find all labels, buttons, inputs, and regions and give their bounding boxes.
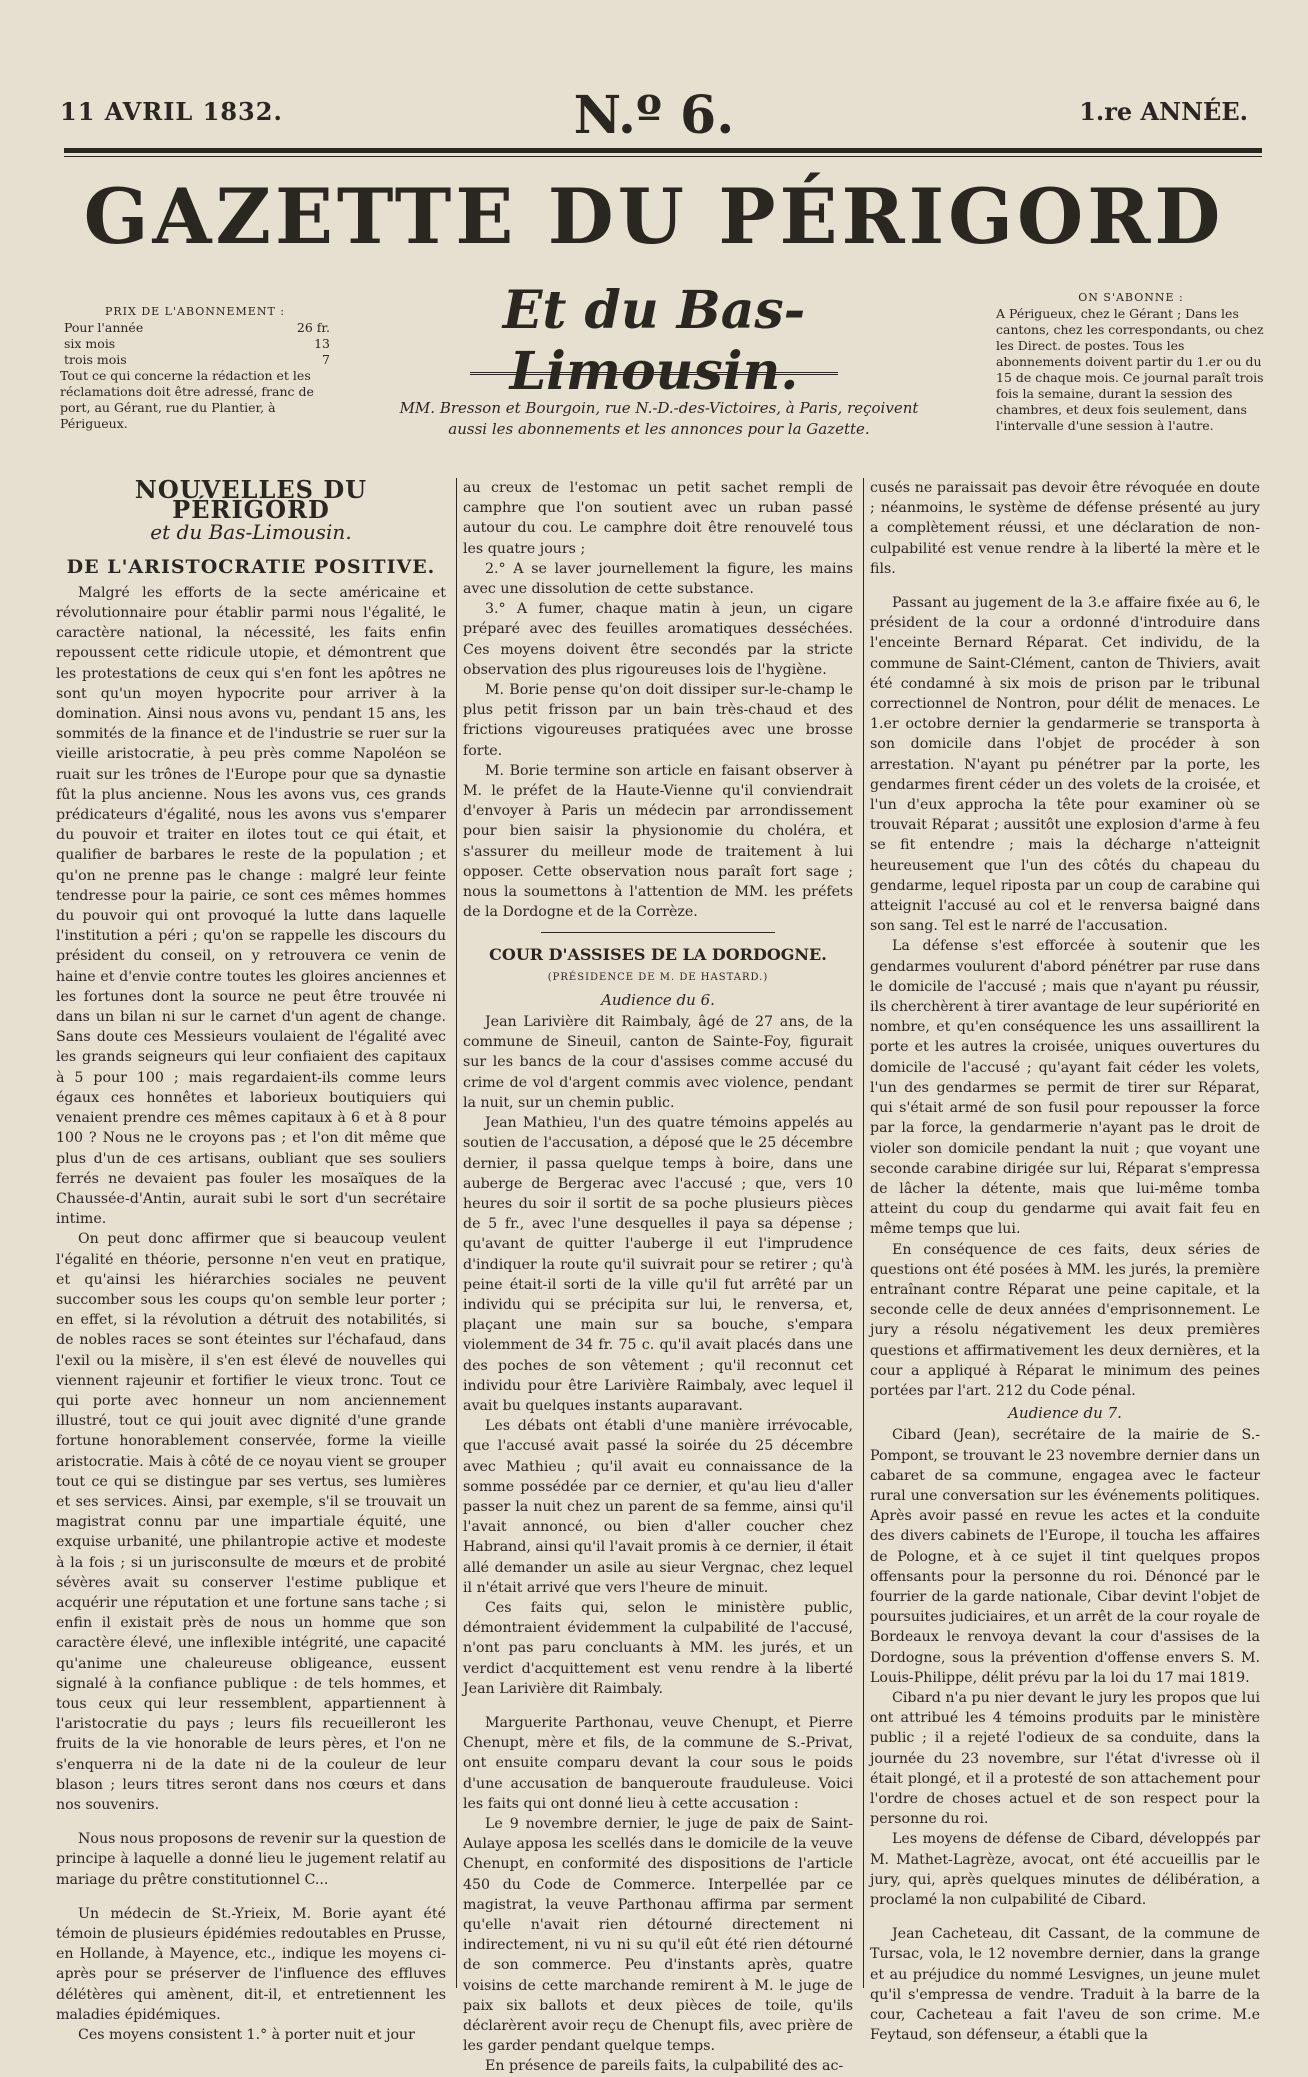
places-text: A Périgueux, chez le Gérant ; Dans les cantons, chez les correspondants, ou chez les Direct. de postes. Tous les abonnements doivent partir du 1.er ou du 15 de chaque mois. Ce journal paraît trois fois la semaine, durant la session des chambres, et deux fois seulement, dans l'intervalle d'une session à l'autre. xyxy=(996,306,1264,433)
issue-date: 11 AVRIL 1832. xyxy=(60,97,283,126)
paragraph: M. Borie pense qu'on doit dissiper sur-le-champ le plus petit frisson par un bain très-chaud et des frictions vigoureuses pratiquées avec une brosse forte. xyxy=(463,682,853,759)
issue-year: 1.re ANNÉE. xyxy=(1079,97,1248,126)
paragraph: 3.° A fumer, chaque matin à jeun, un cigare préparé avec des feuilles aromatiques desséchées. Ces moyens doivent être secondés par la stricte observation des plus rigoureuses lois de l'hygiène. xyxy=(463,601,853,678)
subscription-prices xyxy=(60,304,330,432)
price-value: 13 xyxy=(314,336,330,351)
masthead-rule-thin xyxy=(64,156,1262,157)
paragraph: Ces faits qui, selon le ministère public, démontraient évidemment la culpabilité de l'accusé, n'ont pas paru concluants à MM. les jurés, et un verdict d'acquittement est venu rendre à la liberté Jean Larivière dit Raimbaly. xyxy=(463,1599,853,1697)
paragraph: au creux de l'estomac un petit sachet rempli de camphre que l'on soutient avec un ruban passé autour du cou. Le camphre doit être renouvelé tous les quatre jours ; xyxy=(463,480,853,557)
paragraph: Un médecin de St.-Yrieix, M. Borie ayant été témoin de plusieurs épidémies redoutables en Prusse, en Hollande, à Mayence, etc., indique les moyens ci-après pour se préserver de l'influence des effluves délétères qui amènent, dit-il, et entretiennent les maladies épidémiques. xyxy=(56,1905,446,2023)
paragraph: La défense s'est efforcée à soutenir que les gendarmes voulurent d'abord pénétrer par ruse dans le domicile de l'accusé ; mais que n'ayant pu réussir, ils cherchèrent à tirer avantage de leur supériorité en nombre, et qu'en conséquence les uns assaillirent la porte et les autres la croisée, uniques ouvertures du domicile de l'accusé ; qu'ayant fait céder les volets, l'un des gendarmes se permit de tirer sur Réparat, qui s'était armé de son fusil pour repousser la force par la force, la gendarmerie n'ayant pas le droit de violer son domicile pendant la nuit ; que voyant une seconde carabine dirigée sur lui, Réparat s'empressa de lâcher la détente, mais que lui-même tomba atteint du coup du gendarme qui avait fait feu en même temps que lui. xyxy=(870,938,1260,1238)
paragraph: En conséquence de ces faits, deux séries de questions ont été posées à MM. les jurés, la première entraînant contre Réparat une peine capitale, et la seconde celle de deux années d'emprisonnement. Le jury a résolu négativement les deux premières questions et affirmativement les deux dernières, et la cour a appliqué à Réparat le minimum des peines portées par l'art. 212 du Code pénal. xyxy=(870,1241,1260,1399)
court-title: COUR D'ASSISES DE LA DORDOGNE. xyxy=(489,945,827,965)
newspaper-title: GAZETTE DU PÉRIGORD xyxy=(83,172,1225,261)
price-row xyxy=(60,320,330,336)
audience-heading: Audience du 7. xyxy=(1008,1404,1122,1423)
paragraph: Les débats ont établi d'une manière irrévocable, que l'accusé avait passé la soirée du 25 décembre avec Mathieu ; qu'il avait eu connaissance de la somme possédée par ce dernier, et qu'au lieu d'aller passer la nuit chez un parent de sa femme, ainsi qu'il l'avait annoncé, ou bien d'aller coucher chez Habrand, ainsi qu'il l'avait promis à ce dernier, il était allé demander un asile au sieur Vergnac, chez lequel il n'était arrivé que vers l'heure de minuit. xyxy=(463,1418,853,1596)
paragraph: 2.° A se laver journellement la figure, les mains avec une dissolution de cette substance. xyxy=(463,560,853,598)
article-separator xyxy=(541,932,775,933)
prices-heading: PRIX DE L'ABONNEMENT : xyxy=(104,305,286,318)
court-presidency: (PRÉSIDENCE DE M. DE HASTARD.) xyxy=(547,971,769,983)
price-value: 26 fr. xyxy=(296,320,330,335)
paragraph: M. Borie termine son article en faisant observer à M. le préfet de la Haute-Vienne qu'il conviendrait d'envoyer à Paris un médecin par arrondissement pour bien saisir la physionomie du choléra, et s'assurer du meilleur mode de traitement à lui opposer. Cette observation nous paraît fort sage ; nous la soumettons à l'attention de MM. les préfets de la Dordogne et de la Corrèze. xyxy=(463,762,853,921)
section-subtitle: et du Bas-Limousin. xyxy=(150,520,352,545)
price-row xyxy=(60,352,330,368)
article-columns xyxy=(56,475,1264,2075)
paragraph: On peut donc affirmer que si beaucoup veulent l'égalité en théorie, personne n'en veut en pratique, et qu'ainsi les hiérarchies sociales ne peuvent succomber sous les coups qu'on semble leur porter ; en effet, si la révolution a détruit des notabilités, si de nobles races se sont éteintes sur l'échafaud, dans l'exil ou la misère, il s'en est élevé de nouvelles qui viennent rajeunir et fortifier le vieux tronc. Tout ce qui porte avec honneur un nom anciennement illustré, tout ce qui jouit avec dignité d'une grande fortune honorablement conservée, forme la vieille aristocratie. Mais à côté de ce noyau vient se grouper tout ce qui se distingue par ses vertus, ses lumières et ses services. Ainsi, par exemple, s'il se trouvait un magistrat connu par une impartiale équité, une exquise urbanité, une philantropie active et modeste à la fois ; si un jurisconsulte de mœurs et de probité sévères avait su conserver l'estime publique et acquérir une réputation et une fortune sans tache ; si enfin il existait près de nous un homme que son caractère élevé, une inflexible intégrité, une capacité qu'anime une chaleureuse obligeance, eussent signalé à la confiance publique : de tels hommes, et tous ceux qui leur ressemblent, appartiennent à l'aristocratie du pays ; leurs fils recueilleront les fruits de la vie honorable de leurs pères, et l'on ne s'enquerra ni de la date ni de la couleur de leur blason ; leurs titres seront dans nos cœurs et dans nos souvenirs. xyxy=(56,1231,446,1813)
places-heading: ON S'ABONNE : xyxy=(1078,291,1184,304)
paragraph: Le 9 novembre dernier, le juge de paix de Saint-Aulaye apposa les scellés dans le domicile de la veuve Chenupt, en conformité des dispositions de l'article 450 du Code de Commerce. Interpellée par ce magistrat, la veuve Parthonau affirma par serment qu'elle n'avait rien détourné directement ni indirectement, ni vu ni su qu'il eût été rien détourné de son commerce. Peu d'instants après, quatre voisins de cette marchande remirent à M. le juge de paix six ballots et deux pièces de toile, qu'ils déclarèrent avoir reçu de Chenupt fils, avec prière de les garder pendant quelque temps. xyxy=(463,1816,853,2055)
column-divider xyxy=(863,478,864,1988)
subscription-places xyxy=(996,290,1266,434)
column-divider xyxy=(456,478,457,1988)
paragraph: Les moyens de défense de Cibard, développés par M. Mathet-Lagrèze, avocat, ont été accueillis par le jury, qui, après quelques minutes de délibération, a proclamé la non culpabilité de Cibard. xyxy=(870,1831,1260,1909)
masthead-top xyxy=(60,85,1248,145)
paragraph: Ces moyens consistent 1.° à porter nuit et jour xyxy=(78,2027,415,2044)
ornament-rule xyxy=(470,372,838,379)
paragraph-gap xyxy=(56,1890,446,1904)
issue-number: N.º 6. xyxy=(573,85,735,146)
paragraph-gap xyxy=(56,1815,446,1829)
price-value: 7 xyxy=(322,352,330,367)
paragraph-gap xyxy=(463,1699,853,1713)
section-title: NOUVELLES DU PÉRIGORD xyxy=(134,475,368,525)
paragraph: Nous nous proposons de revenir sur la question de principe à laquelle a donné lieu le jugement relatif au mariage du prêtre constitutionnel C... xyxy=(56,1831,446,1888)
prices-note: Tout ce qui concerne la rédaction et les réclamations doit être adressé, franc de port, au Gérant, rue du Plantier, à Périgueux. xyxy=(60,368,314,431)
article-title: DE L'ARISTOCRATIE POSITIVE. xyxy=(66,555,436,578)
agents-line: MM. Bresson et Bourgoin, rue N.-D.-des-Victoires, à Paris, reçoivent xyxy=(399,399,919,417)
paragraph: Marguerite Parthonau, veuve Chenupt, et Pierre Chenupt, mère et fils, de la commune de S.-Privat, ont ensuite comparu devant la cour sous le poids d'une accusation de banqueroute frauduleuse. Voici les faits qui ont donné lieu à cette accusation : xyxy=(463,1714,853,1812)
column-3 xyxy=(870,478,1260,2044)
column-1 xyxy=(56,475,446,2044)
paragraph-gap xyxy=(870,579,1260,593)
price-label: Pour l'année xyxy=(64,320,144,335)
price-label: six mois xyxy=(64,336,116,351)
paragraph: cusés ne paraissait pas devoir être révoquée en doute ; néanmoins, le système de défense présenté au jury a complètement réussi, et une déclaration de non-culpabilité est venue rendre à la liberté la mère et le fils. xyxy=(870,480,1260,577)
column-2 xyxy=(463,478,853,2075)
audience-heading: Audience du 6. xyxy=(601,990,715,1009)
agents-line: aussi les abonnements et les annonces pour la Gazette. xyxy=(448,420,870,438)
price-row xyxy=(60,336,330,352)
paragraph: Jean Mathieu, l'un des quatre témoins appelés au soutien de l'accusation, a déposé que le 25 décembre dernier, il passa quelque temps à boire, dans une auberge de Bergerac avec l'accusé ; que, vers 10 heures du soir il sortit de sa poche plusieurs pièces de 5 fr., avec l'une desquelles il paya sa dépense ; qu'avant de quitter l'auberge il eut l'imprudence d'indiquer la route qu'il suivrait pour se retirer ; qu'à peine était-il sorti de la ville qu'il fut arrêté par un individu qui se précipita sur lui, le renversa, et, plaçant une main sur sa bouche, s'empara violemment de 34 fr. 75 c. qu'il avait placés dans une des poches de son vêtement ; qu'il reconnut cet individu pour être Larivière Raimbaly, avec lequel il avait bu quelques instants auparavant. xyxy=(463,1115,853,1414)
masthead-rule xyxy=(64,148,1262,153)
paragraph: Jean Larivière dit Raimbaly, âgé de 27 ans, de la commune de Sineuil, canton de Sainte-Foy, figurait sur les bancs de la cour d'assises comme accusé du crime de vol d'argent commis avec violence, pendant la nuit, sur un chemin public. xyxy=(463,1014,853,1111)
newspaper-subtitle: Et du Bas-Limousin. xyxy=(502,280,806,402)
paragraph: Cibard n'a pu nier devant le jury les propos que lui ont attribué les 4 témoins produits par le ministère public ; il a rejeté l'odieux de sa conduite, dans la journée du 23 novembre, sur l'état d'ivresse où il était plongé, et il a protesté de son attachement pour l'ordre de choses actuel et de son respect pour la personne du roi. xyxy=(870,1689,1260,1828)
paragraph: Cibard (Jean), secrétaire de la mairie de S.-Pompont, se trouvant le 23 novembre dernier dans un cabaret de sa commune, engagea avec le facteur rural une conversation sur les événements politiques. Après avoir passé en revue les actes et la conduite des divers cabinets de l'Europe, il toucha les affaires de Pologne, et à ce sujet il tint quelques propos offensants pour la personne du roi. Dénoncé par le fourrier de la garde nationale, Cibar devint l'objet de poursuites judiciaires, et un arrêt de la cour royale de Bordeaux le renvoya devant la cour d'assises de la Dordogne, sous la prévention d'offense envers S. M. Louis-Philippe, délit prévu par la loi du 17 mai 1819. xyxy=(870,1427,1260,1686)
paragraph: Jean Cacheteau, dit Cassant, de la commune de Tursac, vola, le 12 novembre dernier, dans la grange et au préjudice du nommé Lesvignes, un jeune mulet qu'il s'empressa de vendre. Traduit à la barre de la cour, Cacheteau a fait l'aveu de son crime. M.e Feytaud, son défenseur, a établi que la xyxy=(870,1926,1260,2044)
paragraph: Passant au jugement de la 3.e affaire fixée au 6, le président de la cour a ordonné d'introduire dans l'enceinte Bernard Réparat. Cet individu, de la commune de Saint-Clément, canton de Thiviers, avait été condamné à six mois de prison par le tribunal correctionnel de Nontron, pour délit de menaces. Le 1.er octobre dernier la gendarmerie se transporta à son domicile dans l'objet de procéder à son arrestation. N'ayant pu pénétrer par la porte, les gendarmes firent céder un des volets de la croisée, et l'un d'eux approcha la tête pour examiner où se trouvait Réparat ; aussitôt une explosion d'arme à feu se fit entendre ; mais la décharge n'atteignit heureusement que l'un des côtés du chapeau du gendarme, lequel riposta par un coup de carabine qui atteignit l'accusé au col et le renversa baigné dans son sang. Tel est le narré de l'accusation. xyxy=(870,595,1260,935)
paragraph: Malgré les efforts de la secte américaine et révolutionnaire pour établir parmi nous l'égalité, le caractère national, la nécessité, les faits enfin repoussent cette ridicule utopie, et démontrent que les protestations de ceux qui s'en font les apôtres ne sont qu'un moyen hypocrite pour arriver à la domination. Ainsi nous avons vu, pendant 15 ans, les sommités de la finance et de l'industrie se ruer sur la vieille aristocratie, à peu près comme Napoléon se ruait sur les trônes de l'Europe pour que sa dynastie fût la plus ancienne. Nous les avons vus, ces grands prédicateurs d'égalité, nous les avons vus s'emparer du pouvoir et traiter en ilotes tout ce qui était, et qualifier de barbares le reste de la population ; et qu'on ne prenne pas le change : malgré leur feinte tendresse pour la pairie, ce sont ces mêmes hommes du pouvoir qui ont provoqué la lutte dans laquelle l'institution a péri ; qu'on se rappelle les discours du président du conseil, on y retrouvera ce venin de haine et d'envie contre toutes les gloires anciennes et les fortunes dont la source ne peut être trouvée ni dans un bilan ni sur le carnet d'un agent de change. Sans doute ces Messieurs voulaient de l'égalité avec les grands seigneurs qui leur confiaient des capitaux à 5 pour 100 ; mais regardaient-ils comme leurs égaux ces honnêtes et laborieux boutiquiers qui venaient prendre ces mêmes capitaux à 6 et à 8 pour 100 ? Nous ne le croyons pas ; et l'on dit même que plus d'un de ces artisans, oubliant que ses souliers ferrés ne devaient pas fouler les mosaïques de la Chaussée-d'Antin, aurait subi le sort d'un secrétaire intime. xyxy=(56,584,446,1228)
paris-agents xyxy=(390,398,928,440)
paragraph-gap xyxy=(870,1910,1260,1924)
price-label: trois mois xyxy=(64,352,127,367)
paragraph: En présence de pareils faits, la culpabilité des ac- xyxy=(485,2058,844,2075)
